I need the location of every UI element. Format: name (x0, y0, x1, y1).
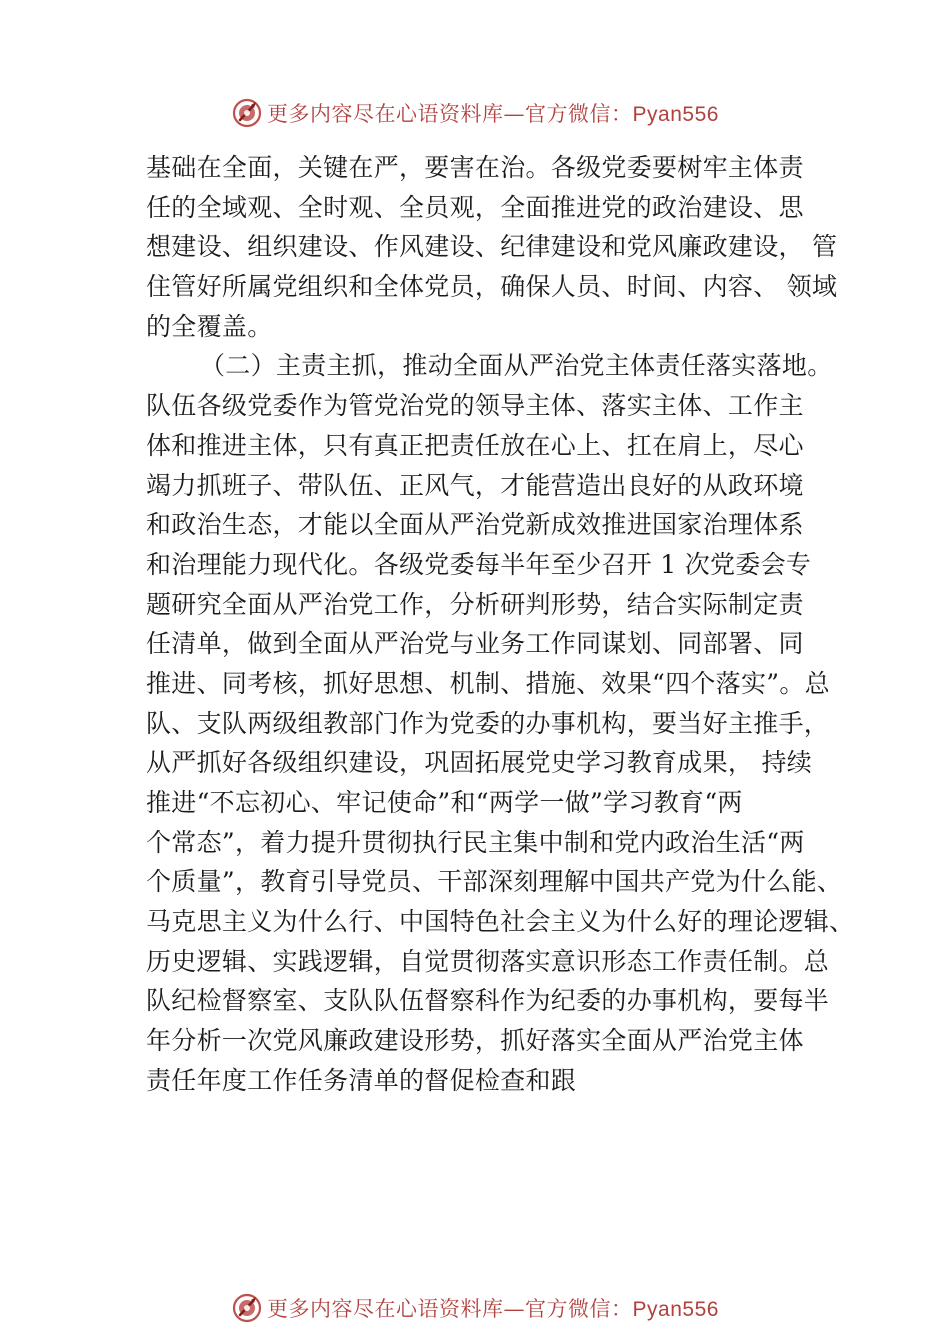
text-line: 基础在全面，关键在严，要害在治。各级党委要树牢主体责 (146, 153, 804, 182)
text-line: 推进“不忘初心、牢记使命”和“两学一做”学习教育“两 (146, 788, 743, 817)
text-line: 体和推进主体，只有真正把责任放在心上、扛在肩上，尽心 (146, 430, 804, 460)
text-line: 历史逻辑、实践逻辑，自觉贯彻落实意识形态工作责任制。总 (146, 946, 830, 976)
banner-text (267, 1293, 719, 1323)
text-line: 想建设、组织建设、作风建设、纪律建设和党风廉政建设， 管 (146, 232, 838, 262)
text-line: （二）主责主抓，推动全面从严治党主体责任落实落地。 (200, 351, 833, 381)
footer-banner (0, 1288, 950, 1328)
text-line: 任的全域观、全时观、全员观，全面推进党的政治建设、思 (146, 192, 804, 222)
text-line: 住管好所属党组织和全体党员，确保人员、时间、内容、 领域 (146, 272, 838, 302)
seal-logo-icon (231, 1292, 263, 1324)
text-line: 队、支队两级组教部门作为党委的办事机构，要当好主推手， (146, 708, 830, 738)
text-line: 和治理能力现代化。各级党委每半年至少召开 1 次党委会专 (146, 549, 812, 579)
banner-text (267, 98, 719, 128)
banner-wechat-label: 官方微信： (525, 1297, 633, 1321)
text-line: 从严抓好各级组织建设，巩固拓展党史学习教育成果， 持续 (146, 748, 813, 778)
text-line: 和政治生态，才能以全面从严治党新成效推进国家治理体系 (146, 510, 804, 540)
paragraph (146, 346, 855, 1100)
banner-dash: — (503, 102, 526, 126)
text-line: 队纪检督察室、支队队伍督察科作为纪委的办事机构，要每半 (146, 986, 830, 1016)
text-line: 推进、同考核，抓好思想、机制、措施、效果“四个落实”。总 (146, 668, 830, 698)
banner-prefix: 更多内容尽在心语资料库 (267, 1297, 504, 1321)
seal-logo-icon (231, 97, 263, 129)
text-line: 队伍各级党委作为管党治党的领导主体、落实主体、工作主 (146, 391, 804, 421)
text-line: 个常态”，着力提升贯彻执行民主集中制和党内政治生活“两 (146, 827, 805, 857)
banner-wechat-id: Pyan556 (632, 103, 719, 126)
banner-wechat-label: 官方微信： (525, 102, 633, 126)
text-line: 马克思主义为什么行、中国特色社会主义为什么好的理论逻辑、 (146, 907, 855, 937)
document-body (146, 148, 855, 1101)
banner-prefix: 更多内容尽在心语资料库 (267, 102, 504, 126)
banner-wechat-id: Pyan556 (632, 1298, 719, 1321)
text-line: 责任年度工作任务清单的督促检查和跟 (146, 1065, 577, 1095)
text-line: 个质量”，教育引导党员、干部深刻理解中国共产党为什么能、 (146, 867, 843, 897)
paragraph (146, 148, 836, 346)
text-line: 年分析一次党风廉政建设形势，抓好落实全面从严治党主体 (146, 1026, 804, 1056)
text-line: 任清单，做到全面从严治党与业务工作同谋划、同部署、同 (146, 629, 804, 659)
text-line: 的全覆盖。 (146, 311, 273, 341)
header-banner (0, 93, 950, 133)
text-line: 竭力抓班子、带队伍、正风气，才能营造出良好的从政环境 (146, 470, 804, 500)
banner-dash: — (503, 1297, 526, 1321)
text-line: 题研究全面从严治党工作，分析研判形势，结合实际制定责 (146, 589, 804, 619)
